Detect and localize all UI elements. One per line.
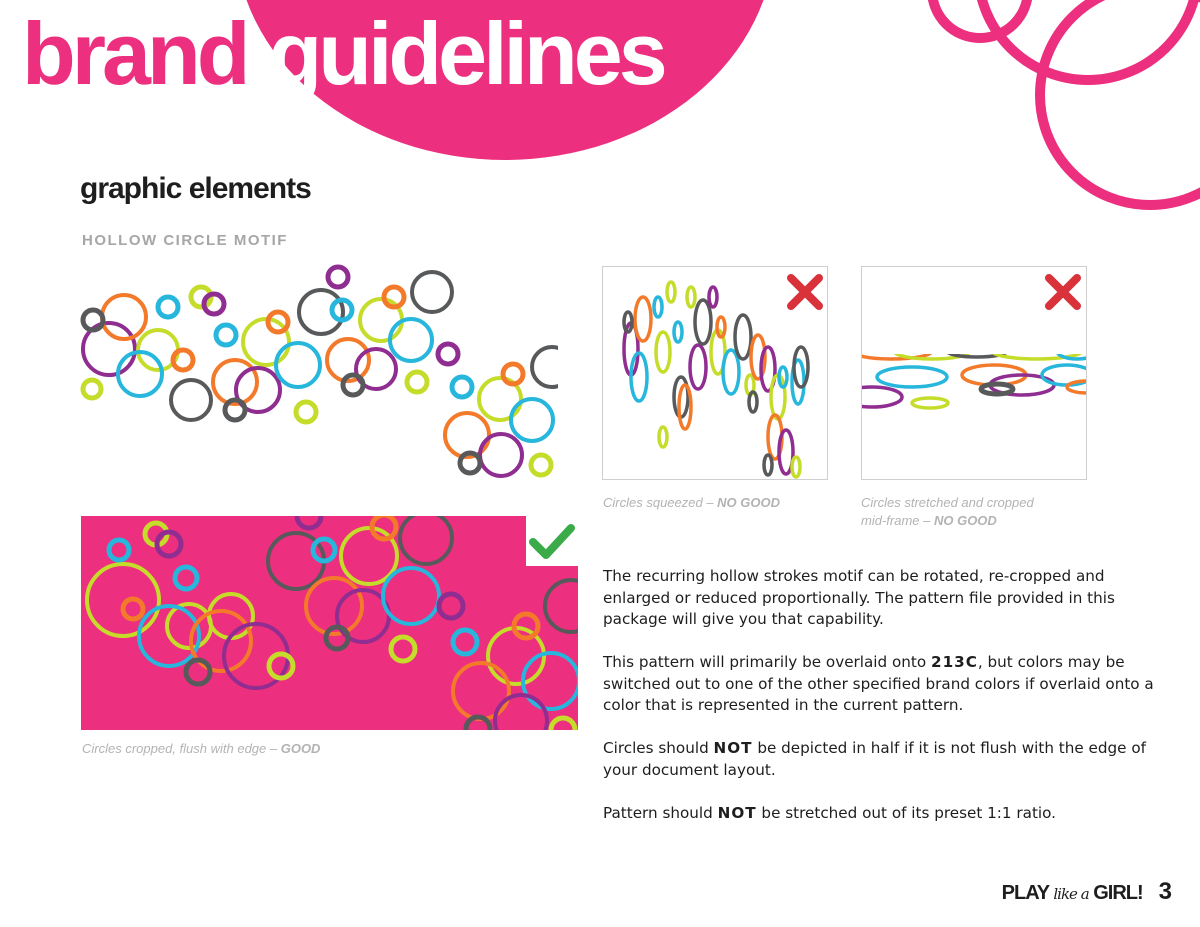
title-guidelines: guidelines <box>268 4 664 103</box>
corner-rings-decoration <box>920 0 1200 220</box>
pink-pattern-panel <box>81 516 578 730</box>
section-title: graphic elements <box>80 172 311 205</box>
body-paragraph-1: The recurring hollow strokes motif can be rotated, re-cropped and enlarged or reduced proportionally. The pattern file provided in this package will give you that capability. <box>603 567 1115 628</box>
page-number: 3 <box>1158 878 1172 905</box>
squeezed-no-good-x-icon <box>785 272 825 312</box>
stretched-no-good-x-icon <box>1043 272 1083 312</box>
section-subtitle: HOLLOW CIRCLE MOTIF <box>82 232 288 249</box>
body-paragraph-3: Circles should NOT be depicted in half if it is not flush with the edge of your document layout. <box>603 739 1146 779</box>
page-footer <box>1002 878 1172 906</box>
body-copy <box>603 566 1163 846</box>
title-brand: brand <box>22 4 247 103</box>
footer-brand-logo: PLAY like a GIRL! <box>1001 882 1143 904</box>
flush-caption: Circles cropped, flush with edge – GOOD <box>82 741 321 756</box>
body-paragraph-2: This pattern will primarily be overlaid onto 213C, but colors may be switched out to one of the other specified brand colors if overlaid onto a color that is represented in the current pattern. <box>603 653 1154 714</box>
flush-good-check-icon <box>528 522 576 562</box>
body-paragraph-4: Pattern should NOT be stretched out of its preset 1:1 ratio. <box>603 803 1056 822</box>
page-title <box>22 4 664 103</box>
flush-motif <box>81 516 578 730</box>
motif-pattern-sample <box>78 262 558 484</box>
squeezed-caption: Circles squeezed – NO GOOD <box>603 495 781 510</box>
stretched-caption: Circles stretched and cropped mid-frame – NO GOOD <box>861 495 1034 528</box>
